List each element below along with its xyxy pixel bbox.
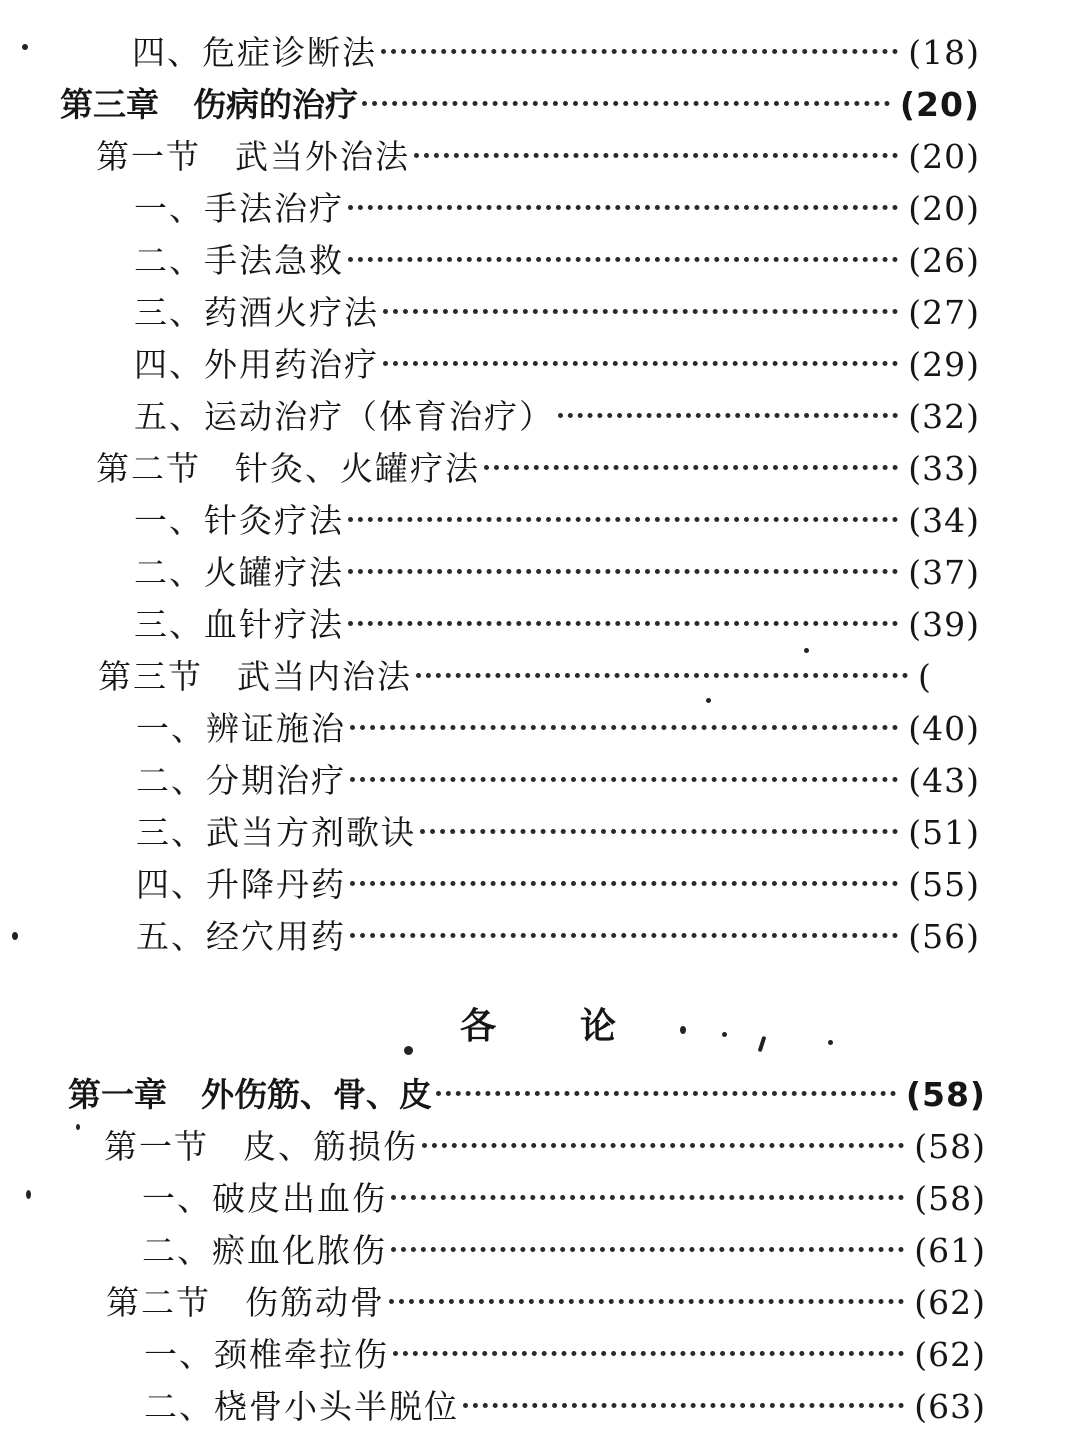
scan-speck xyxy=(22,44,28,50)
toc-section-title xyxy=(104,1122,418,1172)
chapter-label: 第三章 xyxy=(60,85,159,124)
section-heading-char-2: 论 xyxy=(580,1006,617,1047)
section-label: 第一节 xyxy=(104,1127,209,1166)
toc-page-number: (51) xyxy=(908,813,980,852)
scan-speck xyxy=(804,648,809,653)
toc-chapter xyxy=(68,1070,986,1120)
dot-leader xyxy=(381,49,898,54)
section-label: 第二节 xyxy=(106,1283,211,1322)
toc-page-number: (39) xyxy=(908,605,980,644)
toc-section-title xyxy=(96,132,410,182)
toc-page-number: (20) xyxy=(899,85,980,124)
scan-speck xyxy=(76,1124,80,1130)
dot-leader xyxy=(391,1247,904,1252)
toc-page-number: (61) xyxy=(914,1231,986,1270)
toc-page-number: (58) xyxy=(914,1179,986,1218)
dot-leader xyxy=(350,881,898,886)
toc-section-title xyxy=(96,444,480,494)
section-name: 武当内治法 xyxy=(237,657,412,696)
section-name: 武当外治法 xyxy=(235,137,410,176)
dot-leader xyxy=(393,1351,904,1356)
section-name: 针灸、火罐疗法 xyxy=(235,449,480,488)
toc-item xyxy=(136,756,980,806)
dot-leader xyxy=(383,361,898,366)
dot-leader xyxy=(389,1299,904,1304)
toc-item-title: 一、针灸疗法 xyxy=(134,501,344,540)
toc-item xyxy=(144,1330,986,1380)
dot-leader xyxy=(414,153,898,158)
section-name: 伤筋动骨 xyxy=(245,1283,385,1322)
toc-item-title: 二、瘀血化脓伤 xyxy=(142,1231,387,1270)
dot-leader xyxy=(350,725,898,730)
toc-item xyxy=(144,1382,986,1432)
scan-speck xyxy=(722,1032,727,1037)
dot-leader xyxy=(350,777,898,782)
toc-chapter-title xyxy=(60,80,358,130)
toc-item-title: 五、运动治疗（体育治疗） xyxy=(134,397,554,436)
dot-leader xyxy=(362,101,890,106)
toc-page-number: (56) xyxy=(908,917,980,956)
chapter-name: 伤病的治疗 xyxy=(193,85,358,124)
toc-page-number: (26) xyxy=(908,241,980,280)
toc-item xyxy=(134,392,980,442)
toc-chapter xyxy=(60,80,980,130)
toc-section xyxy=(106,1278,986,1328)
dot-leader xyxy=(558,413,898,418)
toc-page-number: (20) xyxy=(908,137,980,176)
toc-item xyxy=(136,808,980,858)
toc-item-title: 四、危症诊断法 xyxy=(132,33,377,72)
dot-leader xyxy=(420,829,898,834)
toc-page-number: (33) xyxy=(908,449,980,488)
toc-section xyxy=(104,1122,986,1172)
dot-leader xyxy=(383,309,898,314)
toc-section-title xyxy=(98,652,412,702)
toc-page-number: (58) xyxy=(914,1127,986,1166)
chapter-name: 外伤筋、骨、皮 xyxy=(201,1075,432,1114)
dot-leader xyxy=(348,257,898,262)
toc-page-number: (63) xyxy=(914,1387,986,1426)
toc-item xyxy=(134,236,980,286)
scan-speck xyxy=(12,932,18,940)
toc-page-number: (37) xyxy=(908,553,980,592)
toc-item xyxy=(134,288,980,338)
dot-leader xyxy=(348,205,898,210)
scan-speck xyxy=(26,1190,31,1199)
toc-page-number: (62) xyxy=(914,1283,986,1322)
toc-page-number: (29) xyxy=(908,345,980,384)
dot-leader xyxy=(348,621,898,626)
section-heading xyxy=(0,998,1080,1058)
toc-section xyxy=(98,652,980,702)
toc-page-number: (18) xyxy=(908,33,980,72)
toc-chapter-title xyxy=(68,1070,432,1120)
toc-item xyxy=(134,496,980,546)
toc-page-number: (27) xyxy=(908,293,980,332)
toc-item xyxy=(142,1174,986,1224)
toc-item xyxy=(134,184,980,234)
toc-item-title: 三、血针疗法 xyxy=(134,605,344,644)
toc-item xyxy=(134,340,980,390)
section-label: 第一节 xyxy=(96,137,201,176)
toc-item-title: 五、经穴用药 xyxy=(136,917,346,956)
dot-leader xyxy=(436,1091,896,1096)
toc-item-title: 二、桡骨小头半脱位 xyxy=(144,1387,459,1426)
scan-speck xyxy=(706,698,711,703)
dot-leader xyxy=(416,673,908,678)
toc-section xyxy=(96,132,980,182)
dot-leader xyxy=(350,933,898,938)
dot-leader xyxy=(348,517,898,522)
toc-page-number: (62) xyxy=(914,1335,986,1374)
toc-item-title: 二、手法急救 xyxy=(134,241,344,280)
toc-item xyxy=(136,860,980,910)
section-heading-char-1: 各 xyxy=(460,1006,497,1047)
toc-item-title: 一、颈椎牵拉伤 xyxy=(144,1335,389,1374)
toc-item-title: 二、火罐疗法 xyxy=(134,553,344,592)
dot-leader xyxy=(422,1143,904,1148)
toc-section-title xyxy=(106,1278,385,1328)
toc-item-title: 一、破皮出血伤 xyxy=(142,1179,387,1218)
toc-item xyxy=(136,704,980,754)
toc-page-number: (40) xyxy=(908,709,980,748)
toc-item xyxy=(132,28,980,78)
dot-leader xyxy=(484,465,898,470)
chapter-label: 第一章 xyxy=(68,1075,167,1114)
scan-speck xyxy=(828,1040,833,1045)
toc-item xyxy=(134,548,980,598)
toc-item-title: 二、分期治疗 xyxy=(136,761,346,800)
dot-leader xyxy=(348,569,898,574)
toc-section xyxy=(96,444,980,494)
toc-item-title: 四、升降丹药 xyxy=(136,865,346,904)
dot-leader xyxy=(463,1403,904,1408)
toc-item xyxy=(134,600,980,650)
toc-item-title: 三、武当方剂歌诀 xyxy=(136,813,416,852)
toc-item xyxy=(142,1226,986,1276)
section-name: 皮、筋损伤 xyxy=(243,1127,418,1166)
toc-item-title: 三、药酒火疗法 xyxy=(134,293,379,332)
toc-item-title: 一、手法治疗 xyxy=(134,189,344,228)
toc-page-number: (20) xyxy=(908,189,980,228)
toc-page-number: (34) xyxy=(908,501,980,540)
toc-page-number: (58) xyxy=(905,1075,986,1114)
section-label: 第三节 xyxy=(98,657,203,696)
toc-item xyxy=(136,912,980,962)
toc-page-number: ( xyxy=(918,657,932,696)
dot-leader xyxy=(391,1195,904,1200)
toc-page-number: (55) xyxy=(908,865,980,904)
toc-page-number: (32) xyxy=(908,397,980,436)
section-label: 第二节 xyxy=(96,449,201,488)
toc-item-title: 四、外用药治疗 xyxy=(134,345,379,384)
toc-page-number: (43) xyxy=(908,761,980,800)
scan-speck xyxy=(404,1046,413,1055)
toc-item-title: 一、辨证施治 xyxy=(136,709,346,748)
scan-speck xyxy=(680,1026,686,1034)
